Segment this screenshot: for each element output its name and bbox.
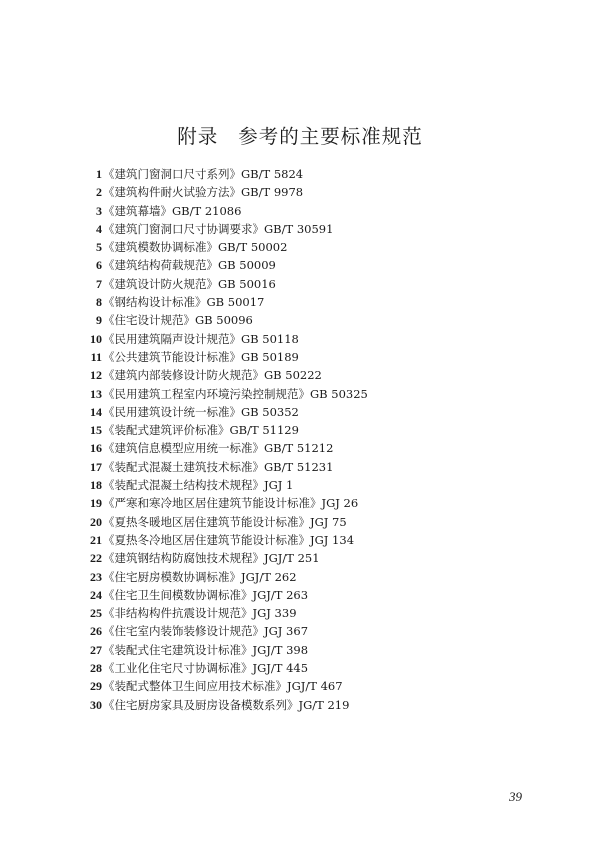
reference-number: 1 <box>96 167 102 181</box>
reference-number: 29 <box>90 679 102 694</box>
reference-item <box>86 696 566 714</box>
reference-item <box>86 586 566 604</box>
reference-item <box>86 220 566 238</box>
reference-item <box>86 366 566 384</box>
reference-text: 《公共建筑节能设计标准》GB 50189 <box>103 349 299 364</box>
reference-item <box>86 256 566 274</box>
reference-text: 《建筑内部装修设计防火规范》GB 50222 <box>103 368 322 383</box>
reference-number: 27 <box>90 642 102 657</box>
reference-item <box>86 458 566 476</box>
reference-item <box>86 385 566 403</box>
reference-text: 《建筑结构荷载规范》GB 50009 <box>103 258 276 273</box>
reference-item <box>86 531 566 549</box>
reference-text: 《住宅卫生间模数协调标准》JGJ/T 263 <box>103 587 309 602</box>
reference-number: 10 <box>90 331 102 346</box>
reference-text: 《非结构构件抗震设计规范》JGJ 339 <box>103 606 297 621</box>
reference-number: 16 <box>90 441 102 456</box>
reference-text: 《建筑信息模型应用统一标准》GB/T 51212 <box>103 441 334 456</box>
reference-item <box>86 513 566 531</box>
reference-text: 《装配式混凝土建筑技术标准》GB/T 51231 <box>103 459 334 474</box>
reference-number: 14 <box>90 404 102 419</box>
reference-item <box>86 348 566 366</box>
reference-list <box>86 165 566 714</box>
reference-item <box>86 549 566 567</box>
reference-item <box>86 311 566 329</box>
title-main-text: 参考的主要标准规范 <box>238 125 423 148</box>
reference-item <box>86 293 566 311</box>
reference-item <box>86 330 566 348</box>
reference-number: 19 <box>90 496 102 511</box>
reference-number: 24 <box>90 587 102 602</box>
reference-item <box>86 641 566 659</box>
reference-text: 《住宅厨房模数协调标准》JGJ/T 262 <box>103 569 297 584</box>
reference-number: 28 <box>90 661 102 676</box>
reference-text: 《装配式整体卫生间应用技术标准》JGJ/T 467 <box>103 679 343 694</box>
reference-item <box>86 421 566 439</box>
reference-item <box>86 202 566 220</box>
reference-text: 《建筑模数协调标准》GB/T 50002 <box>103 240 288 255</box>
reference-number: 23 <box>90 569 102 584</box>
reference-text: 《建筑门窗洞口尺寸协调要求》GB/T 30591 <box>103 221 334 236</box>
reference-text: 《建筑钢结构防腐蚀技术规程》JGJ/T 251 <box>103 551 320 566</box>
reference-item <box>86 568 566 586</box>
reference-number: 20 <box>90 514 102 529</box>
reference-text: 《钢结构设计标准》GB 50017 <box>103 295 265 310</box>
reference-item <box>86 604 566 622</box>
reference-number: 30 <box>90 697 102 712</box>
reference-number: 7 <box>96 276 102 291</box>
reference-text: 《夏热冬冷地区居住建筑节能设计标准》JGJ 134 <box>103 532 355 547</box>
page-number: 39 <box>509 789 522 804</box>
reference-item <box>86 238 566 256</box>
reference-text: 《住宅厨房家具及厨房设备模数系列》JG/T 219 <box>103 697 350 712</box>
reference-text: 《民用建筑工程室内环境污染控制规范》GB 50325 <box>103 386 368 401</box>
reference-number: 18 <box>90 478 102 493</box>
reference-text: 《住宅室内装饰装修设计规范》JGJ 367 <box>103 624 309 639</box>
reference-number: 2 <box>96 185 102 200</box>
reference-number: 21 <box>90 532 102 547</box>
reference-item <box>86 183 566 201</box>
reference-number: 9 <box>96 313 102 328</box>
reference-text: 《装配式混凝土结构技术规程》JGJ 1 <box>103 478 294 493</box>
page-title <box>0 121 600 149</box>
reference-item <box>86 659 566 677</box>
reference-number: 6 <box>96 258 102 273</box>
reference-number: 22 <box>90 551 102 566</box>
reference-text: 《民用建筑设计统一标准》GB 50352 <box>103 404 299 419</box>
reference-item <box>86 476 566 494</box>
reference-number: 5 <box>96 240 102 255</box>
reference-number: 15 <box>90 423 102 438</box>
reference-number: 8 <box>96 295 102 310</box>
reference-number: 3 <box>96 203 102 218</box>
reference-text: 《装配式建筑评价标准》GB/T 51129 <box>103 423 299 438</box>
reference-text: 《工业化住宅尺寸协调标准》JGJ/T 445 <box>103 661 309 676</box>
reference-number: 12 <box>90 368 102 383</box>
reference-item <box>86 403 566 421</box>
reference-number: 26 <box>90 624 102 639</box>
reference-text: 《夏热冬暖地区居住建筑节能设计标准》JGJ 75 <box>103 514 347 529</box>
reference-item <box>86 439 566 457</box>
reference-text: 《建筑门窗洞口尺寸系列》GB/T 5824 <box>103 167 304 181</box>
reference-text: 《民用建筑隔声设计规范》GB 50118 <box>103 331 299 346</box>
reference-text: 《建筑构件耐火试验方法》GB/T 9978 <box>103 185 304 200</box>
reference-number: 11 <box>90 349 102 364</box>
reference-text: 《住宅设计规范》GB 50096 <box>103 313 253 328</box>
reference-text: 《建筑幕墙》GB/T 21086 <box>103 203 242 218</box>
reference-item <box>86 677 566 695</box>
reference-item <box>86 494 566 512</box>
reference-item <box>86 275 566 293</box>
reference-text: 《装配式住宅建筑设计标准》JGJ/T 398 <box>103 642 309 657</box>
reference-number: 4 <box>96 221 102 236</box>
reference-number: 25 <box>90 606 102 621</box>
reference-number: 17 <box>90 459 102 474</box>
title-appendix-label: 附录 <box>177 125 219 148</box>
reference-text: 《建筑设计防火规范》GB 50016 <box>103 276 276 291</box>
reference-number: 13 <box>90 386 102 401</box>
reference-item <box>86 622 566 640</box>
reference-text: 《严寒和寒冷地区居住建筑节能设计标准》JGJ 26 <box>103 496 359 511</box>
reference-item <box>86 165 566 183</box>
